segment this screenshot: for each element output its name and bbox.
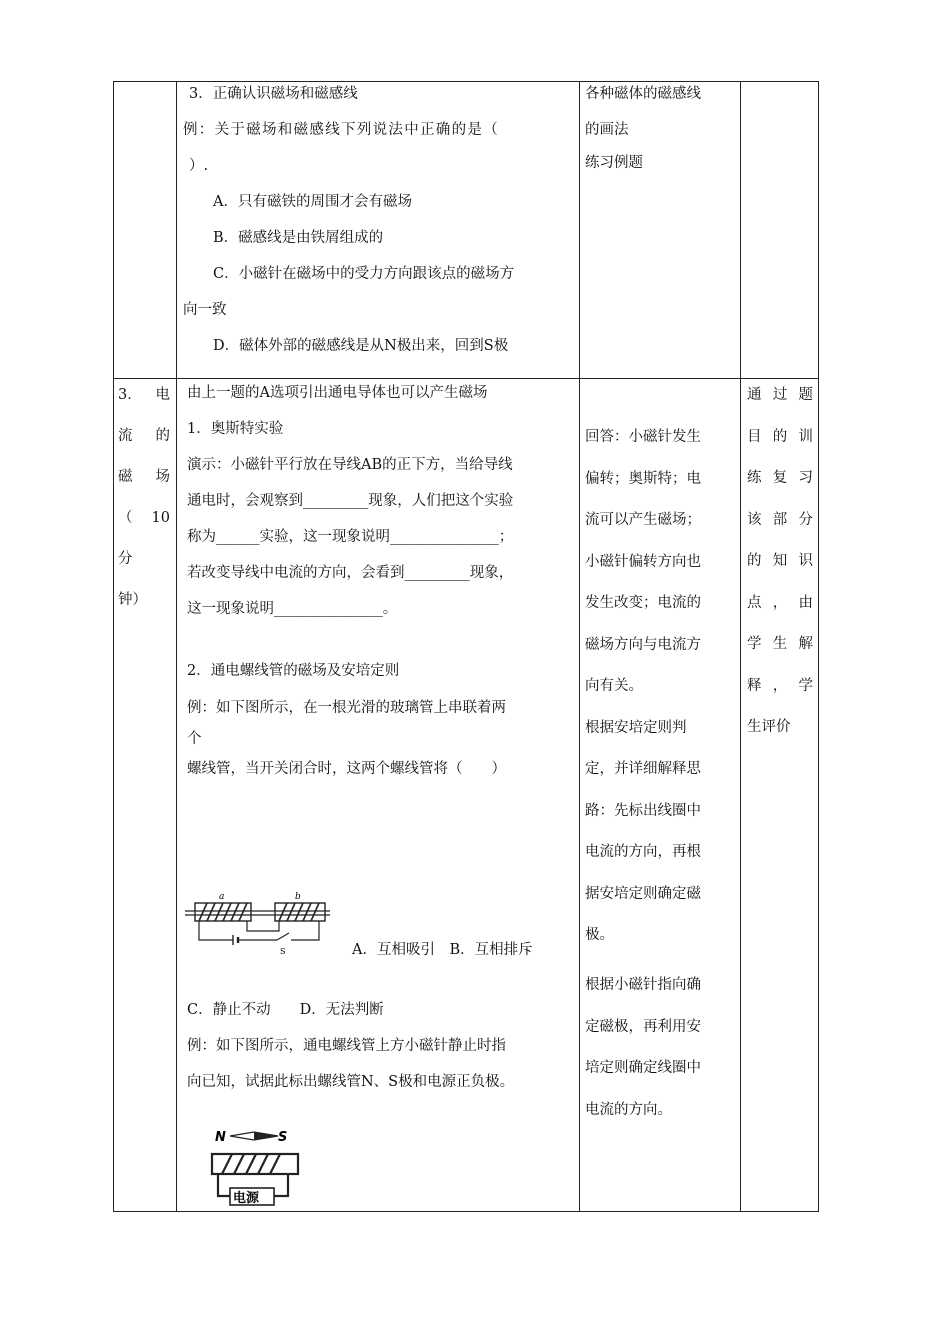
section-title: 1．奥斯特实验: [187, 421, 284, 437]
option-c: C．小磁针在磁场中的受力方向跟该点的磁场方: [213, 266, 515, 282]
intent-char: 该: [747, 511, 762, 528]
intent-char: 生评价: [747, 719, 791, 735]
col-divider-2: [579, 81, 580, 1212]
topic-char: 电: [155, 387, 170, 403]
row2-intent-cell: [743, 375, 817, 749]
intent-char: 释: [747, 677, 762, 694]
demo-text: 演示：小磁针平行放在导线AB的正下方，当给导线: [187, 457, 513, 473]
intent-char: 通: [747, 387, 762, 403]
answer-line: 偏转；奥斯特；电: [585, 470, 701, 487]
example-text: 向已知，试据此标出螺线管N、S极和电源正负极。: [187, 1074, 515, 1090]
topic-char: 场: [155, 469, 170, 485]
answer-line: 向有关。: [585, 678, 643, 694]
example-text: 螺线管，当开关闭合时，这两个螺线管将（ ）: [187, 761, 506, 777]
col-divider-3: [740, 81, 741, 1212]
intent-char: 的: [772, 428, 788, 445]
answer-line: 根据安培定则判: [585, 719, 687, 736]
intent-char: 解: [798, 636, 813, 652]
topic-char: （: [118, 510, 133, 526]
demo-text: 称为______实验，这一现象说明_______________；: [187, 529, 514, 545]
two-solenoids-figure: [185, 885, 335, 957]
topic-char: 的: [155, 428, 170, 444]
row1-activity-cell: [585, 76, 740, 178]
activity-line: 各种磁体的磁感线: [585, 86, 701, 102]
intro-text: 由上一题的A选项引出通电导体也可以产生磁场: [187, 385, 488, 401]
option-c-cont: 向一致: [183, 302, 227, 318]
intent-char: 目: [747, 428, 762, 445]
intent-char: 复: [772, 470, 788, 486]
intent-line: [743, 583, 817, 625]
lesson-table: [113, 81, 819, 1212]
option-d: D．磁体外部的磁感线是从N极出来，回到S极: [213, 338, 509, 354]
intent-char: ，: [772, 677, 788, 694]
option-b: B．磁感线是由铁屑组成的: [213, 230, 384, 246]
table-border-right: [818, 81, 819, 1212]
topic-char: 10: [151, 510, 170, 526]
intent-line: [743, 500, 817, 542]
answer-line: 回答：小磁针发生: [585, 429, 701, 445]
answer-line: 磁场方向与电流方: [585, 636, 701, 653]
intent-line: [743, 375, 817, 417]
answer-line: 定，并详细解释思: [585, 761, 701, 777]
intent-line: [743, 624, 817, 666]
example-text: 例：如下图所示，通电螺线管上方小磁针静止时指: [187, 1038, 506, 1054]
section-heading: 3．正确认识磁场和磁感线: [189, 86, 358, 102]
intent-char: 过: [772, 387, 788, 403]
solenoid-compass-diagram: [208, 1124, 308, 1212]
fig2-label-s: S: [278, 1130, 288, 1145]
intent-char: 生: [772, 636, 788, 652]
topic-char: 分: [118, 551, 133, 567]
answer-line: 培定则确定线圈中: [585, 1060, 701, 1076]
intent-char: 习: [798, 470, 813, 486]
section-title: 2．通电螺线管的磁场及安培定则: [187, 663, 400, 679]
activity-line: 练习例题: [585, 155, 643, 171]
answer-line: 电流的方向。: [585, 1101, 672, 1118]
topic-char: 磁: [118, 469, 133, 485]
example-text: 个: [187, 731, 202, 747]
topic-line: [114, 580, 174, 621]
example-options-ab: A．互相吸引 B．互相排斥: [352, 942, 533, 958]
intent-line: [743, 666, 817, 708]
topic-char: 流: [118, 428, 133, 444]
intent-char: 学: [798, 677, 813, 694]
demo-text: 若改变导线中电流的方向，会看到_________现象，: [187, 565, 514, 581]
activity-line: 的画法: [585, 122, 629, 138]
power-source-label: 电源: [233, 1191, 260, 1206]
topic-char: 钟）: [118, 592, 147, 608]
answer-line: 根据小磁针指向确: [585, 977, 701, 993]
topic-line: [114, 498, 174, 539]
intent-char: 知: [772, 553, 788, 569]
intent-char: 由: [798, 594, 813, 611]
intent-line: [743, 417, 817, 459]
row2-activity-cell-lower: [585, 965, 740, 1131]
demo-text: 通电时，会观察到_________现象，人们把这个实验: [187, 493, 514, 509]
example-text: 例：如下图所示，在一根光滑的玻璃管上串联着两: [187, 700, 506, 716]
topic-line: [114, 539, 174, 580]
row1-content-cell: [183, 76, 575, 364]
intent-char: 点: [747, 594, 762, 611]
intent-char: 分: [798, 511, 813, 528]
demo-text: 这一现象说明_______________。: [187, 601, 398, 617]
row2-content-cell-lower: [187, 992, 575, 1100]
answer-line: 发生改变；电流的: [585, 595, 701, 611]
intent-char: 训: [798, 428, 813, 445]
intent-char: 部: [772, 511, 788, 528]
answer-line: 小磁针偏转方向也: [585, 553, 701, 570]
row2-topic-cell: [114, 375, 174, 621]
solenoid-compass-figure: [208, 1124, 308, 1212]
col-divider-1: [176, 81, 177, 1212]
table-border-left: [113, 81, 114, 1212]
answer-line: 定磁极，再利用安: [585, 1018, 701, 1035]
topic-line: [114, 416, 174, 457]
intent-char: 的: [747, 553, 762, 569]
answer-line: 路：先标出线圈中: [585, 802, 701, 819]
intent-line: [743, 541, 817, 583]
fig1-label-a: a: [219, 892, 225, 902]
intent-char: ，: [772, 594, 788, 611]
example-options-cd: C．静止不动 D．无法判断: [187, 1002, 384, 1018]
topic-line: [114, 375, 174, 416]
answer-line: 极。: [585, 927, 614, 943]
solenoid-circuit-diagram: [185, 885, 335, 957]
answer-line: 流可以产生磁场；: [585, 512, 701, 528]
option-a: A．只有磁铁的周围才会有磁场: [213, 194, 412, 210]
row2-activity-cell: [585, 417, 740, 957]
intent-char: 学: [747, 636, 762, 652]
intent-line: [743, 458, 817, 500]
question-text: 例：关于磁场和磁感线下列说法中正确的是（: [183, 122, 499, 138]
intent-line: [743, 707, 817, 749]
answer-line: 据安培定则确定磁: [585, 885, 701, 902]
topic-line: [114, 457, 174, 498]
row2-content-cell: [187, 375, 575, 787]
topic-char: 3．: [118, 387, 142, 403]
answer-line: 电流的方向，再根: [585, 844, 701, 860]
intent-char: 练: [747, 470, 762, 486]
intent-char: 识: [798, 553, 813, 569]
fig1-label-switch: S: [280, 947, 286, 956]
fig2-label-n: N: [215, 1130, 226, 1145]
fig1-label-b: b: [295, 892, 301, 902]
intent-char: 题: [798, 387, 813, 403]
question-text-end: ）.: [189, 158, 209, 174]
